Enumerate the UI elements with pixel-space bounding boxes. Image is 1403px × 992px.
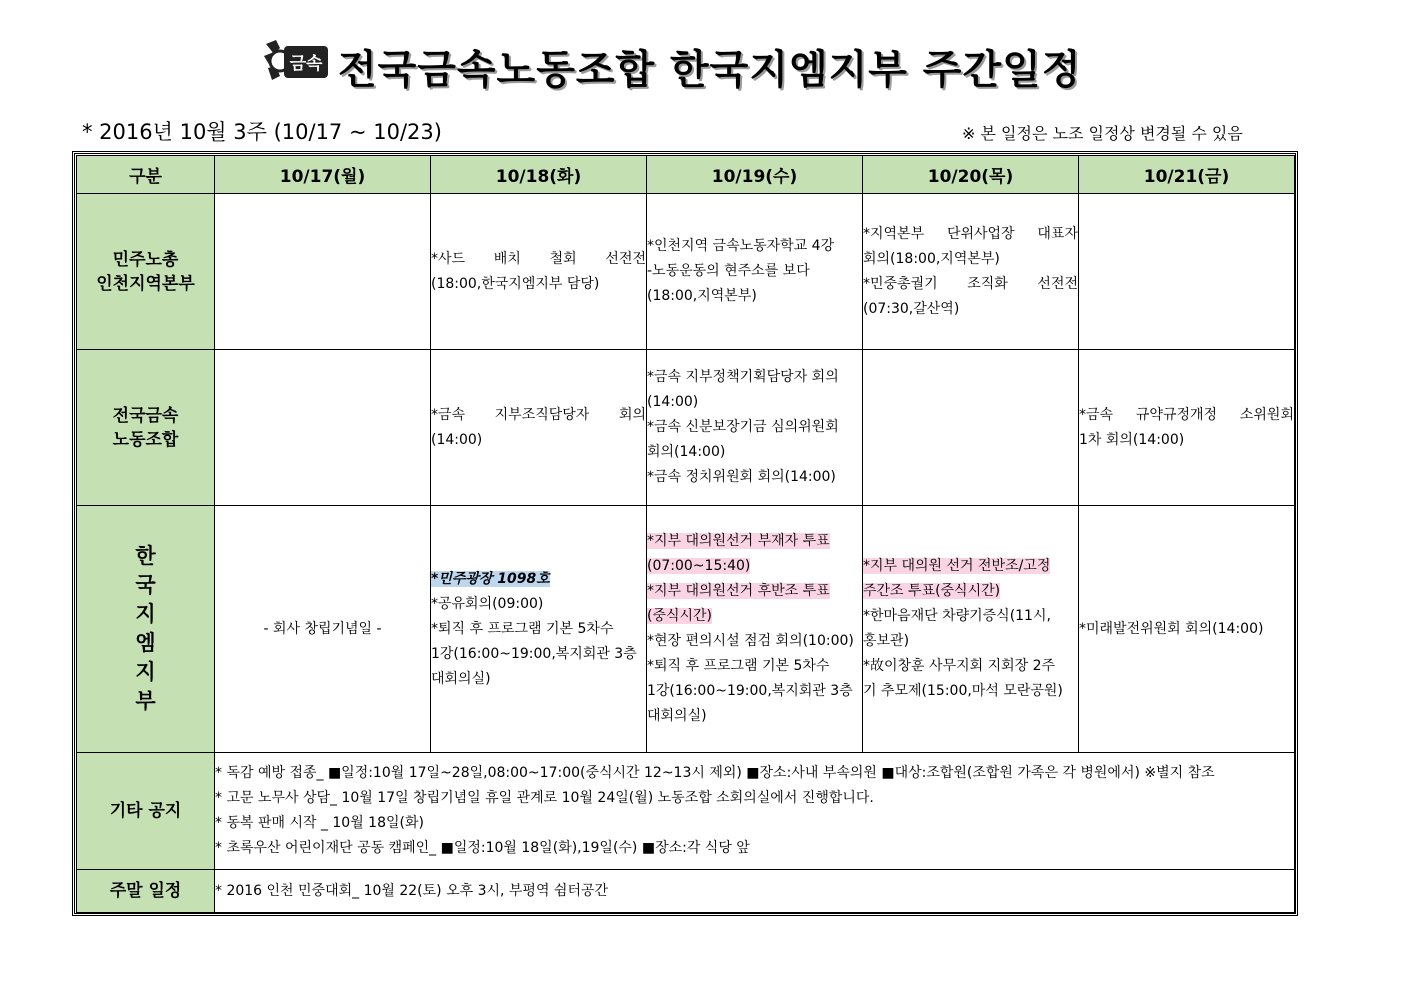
notice-line: * 초록우산 어린이재단 공동 캠페인_ ■일정:10월 18일(화),19일(수) ■장소:각 식당 앞 [215,840,750,856]
election-highlight: (중식시간) [647,608,713,624]
election-highlight: (07:00~15:40) [647,558,751,574]
row-label-kmwu: 전국금속 노동조합 [77,350,215,506]
day-header: 10/17(월) [215,156,431,194]
schedule-cell [863,350,1079,506]
page-title: 전국금속노동조합 한국지엠지부 주간일정 [338,47,1082,93]
notice-line: * 독감 예방 접종_ ■일정:10월 17일~28일,08:00~17:00(중식시간 12~13시 제외) ■장소:사내 부속의원 ■대상:조합원(조합원 가족은 각 병원에서) ※별지 참조 [215,765,1215,781]
schedule-cell: *금속 지부정책기획담당자 회의 (14:00) *금속 신분보장기금 심의위원회 회의(14:00) *금속 정치위원회 회의(14:00) [647,350,863,506]
newsletter-highlight: *민주광장 1098호 [431,570,550,587]
day-header: 10/21(금) [1079,156,1295,194]
weekend-row [77,870,1295,913]
notice-line: * 고문 노무사 상담_ 10월 17일 창립기념일 휴일 관계로 10월 24일(월) 노동조합 소회의실에서 진행합니다. [215,790,874,806]
week-range: * 2016년 10월 3주 (10/17 ~ 10/23) [82,120,442,144]
day-header: 10/18(화) [431,156,647,194]
schedule-cell [215,350,431,506]
table-row [77,506,1295,753]
election-highlight: 주간조 투표(중식시간) [863,583,1001,599]
table-row [77,194,1295,350]
row-label-gm-korea-branch: 한 국 지 엠 지 부 [77,506,215,753]
row-label-other-notices: 기타 공지 [77,753,215,870]
schedule-cell: *금속 지부조직담당자 회의 (14:00) [431,350,647,506]
schedule-cell [1079,194,1295,350]
other-notices-row [77,753,1295,870]
row-label-weekend: 주말 일정 [77,870,215,913]
schedule-cell: *인천지역 금속노동자학교 4강 -노동운동의 현주소를 보다 (18:00,지역본부) [647,194,863,350]
election-highlight: *지부 대의원선거 부재자 투표 [647,533,830,549]
union-logo [262,36,330,86]
schedule-cell: *금속 규약규정개정 소위원회 1차 회의(14:00) [1079,350,1295,506]
weekend-cell: * 2016 인천 민중대회_ 10월 22(토) 오후 3시, 부평역 쉼터공간 [215,870,1295,913]
schedule-cell: *사드 배치 철회 선전전 (18:00,한국지엠지부 담당) [431,194,647,350]
election-highlight: *지부 대의원선거 후반조 투표 [647,583,830,599]
schedule-cell: *지역본부 단위사업장 대표자 회의(18:00,지역본부) *민중총궐기 조직화 선전전 (07:30,갈산역) [863,194,1079,350]
schedule-cell: - 회사 창립기념일 - [215,506,431,753]
day-header: 10/20(목) [863,156,1079,194]
row-label-kctu-incheon: 민주노총 인천지역본부 [77,194,215,350]
schedule-change-notice: ※ 본 일정은 노조 일정상 변경될 수 있음 [962,124,1243,143]
other-notices-cell [215,753,1295,870]
table-header-row [77,156,1295,194]
schedule-cell: *지부 대의원 선거 전반조/고정 주간조 투표(중식시간) *한마음재단 차량기증식(11시, 홍보관) *故이창훈 사무지회 지회장 2주 기 추모제(15:00,마석 모란공원) [863,506,1079,753]
corner-header: 구분 [77,156,215,194]
schedule-cell: *미래발전위원회 회의(14:00) [1079,506,1295,753]
schedule-cell: *지부 대의원선거 부재자 투표 (07:00~15:40) *지부 대의원선거 후반조 투표 (중식시간) *현장 편의시설 점검 회의(10:00) *퇴직 후 프로그램 기본 5차수 1강(16:00~19:00,복지회관 3층 대회의실) [647,506,863,753]
notice-line: * 동복 판매 시작 _ 10월 18일(화) [215,815,424,831]
election-highlight: *지부 대의원 선거 전반조/고정 [863,558,1051,574]
day-header: 10/19(수) [647,156,863,194]
schedule-cell: *민주광장 1098호 *공유회의(09:00) *퇴직 후 프로그램 기본 5차수 1강(16:00~19:00,복지회관 3층 대회의실) [431,506,647,753]
table-row [77,350,1295,506]
weekly-schedule-table [76,155,1295,913]
logo-text: 금속 [289,54,323,74]
schedule-cell [215,194,431,350]
